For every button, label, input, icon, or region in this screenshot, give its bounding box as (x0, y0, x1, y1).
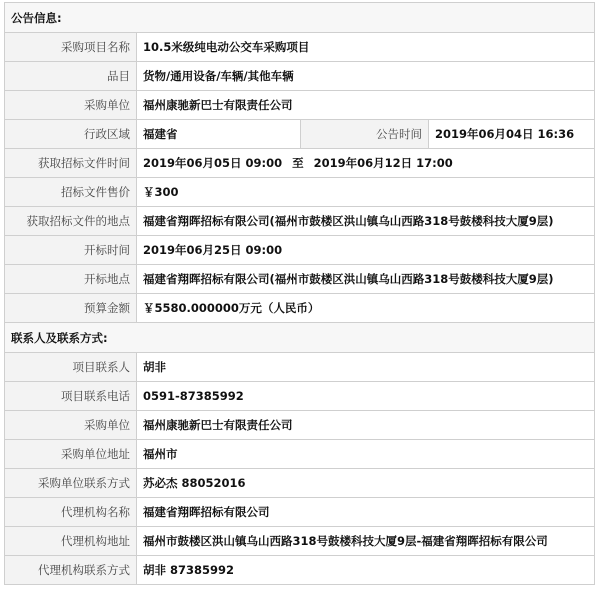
section-header-row (5, 323, 595, 353)
time-end: 2019年06月12日 17:00 (313, 156, 453, 170)
table-row (5, 120, 595, 149)
table-row (5, 178, 595, 207)
announcement-info-panel (4, 2, 594, 585)
table-row (5, 556, 595, 585)
field-value: 10.5米级纯电动公交车采购项目 (137, 33, 595, 62)
field-label: 采购项目名称 (5, 33, 137, 62)
table-row (5, 265, 595, 294)
field-value: 福建省翔晖招标有限公司(福州市鼓楼区洪山镇乌山西路318号鼓楼科技大厦9层) (137, 265, 595, 294)
field-value (137, 149, 595, 178)
field-label: 公告时间 (301, 120, 429, 149)
section-header-row (5, 3, 595, 33)
field-label: 预算金额 (5, 294, 137, 323)
field-label: 采购单位联系方式 (5, 469, 137, 498)
field-label: 招标文件售价 (5, 178, 137, 207)
field-label: 品目 (5, 62, 137, 91)
table-row (5, 469, 595, 498)
field-value: 福州市鼓楼区洪山镇乌山西路318号鼓楼科技大厦9层-福建省翔晖招标有限公司 (137, 527, 595, 556)
time-connector: 至 (292, 156, 304, 170)
field-label: 行政区域 (5, 120, 137, 149)
field-value: ￥5580.000000万元（人民币） (137, 294, 595, 323)
field-label: 采购单位地址 (5, 440, 137, 469)
table-row (5, 33, 595, 62)
field-label: 代理机构地址 (5, 527, 137, 556)
field-label: 代理机构名称 (5, 498, 137, 527)
table-row (5, 294, 595, 323)
field-value: ￥300 (137, 178, 595, 207)
field-value: 胡非 (137, 353, 595, 382)
field-label: 开标地点 (5, 265, 137, 294)
section-title-contacts: 联系人及联系方式: (5, 323, 595, 353)
field-value: 福建省翔晖招标有限公司 (137, 498, 595, 527)
section-title-announcement: 公告信息: (5, 3, 595, 33)
table-row (5, 382, 595, 411)
announcement-table (4, 2, 595, 585)
field-label: 获取招标文件的地点 (5, 207, 137, 236)
field-value: 福州康驰新巴士有限责任公司 (137, 91, 595, 120)
table-row (5, 207, 595, 236)
field-label: 获取招标文件时间 (5, 149, 137, 178)
field-label: 项目联系人 (5, 353, 137, 382)
field-value: 福州康驰新巴士有限责任公司 (137, 411, 595, 440)
field-value: 苏必杰 88052016 (137, 469, 595, 498)
field-value: 货物/通用设备/车辆/其他车辆 (137, 62, 595, 91)
field-label: 采购单位 (5, 91, 137, 120)
table-row (5, 411, 595, 440)
table-row (5, 527, 595, 556)
table-row (5, 236, 595, 265)
field-value: 福州市 (137, 440, 595, 469)
field-label: 项目联系电话 (5, 382, 137, 411)
time-start: 2019年06月05日 09:00 (143, 156, 283, 170)
field-label: 开标时间 (5, 236, 137, 265)
field-value: 福建省翔晖招标有限公司(福州市鼓楼区洪山镇乌山西路318号鼓楼科技大厦9层) (137, 207, 595, 236)
field-value: 福建省 (137, 120, 301, 149)
table-row (5, 91, 595, 120)
table-row (5, 62, 595, 91)
field-value: 2019年06月25日 09:00 (137, 236, 595, 265)
table-row (5, 149, 595, 178)
field-label: 采购单位 (5, 411, 137, 440)
table-row (5, 440, 595, 469)
table-row (5, 353, 595, 382)
field-value: 2019年06月04日 16:36 (429, 120, 595, 149)
field-label: 代理机构联系方式 (5, 556, 137, 585)
table-row (5, 498, 595, 527)
field-value: 胡非 87385992 (137, 556, 595, 585)
field-value: 0591-87385992 (137, 382, 595, 411)
